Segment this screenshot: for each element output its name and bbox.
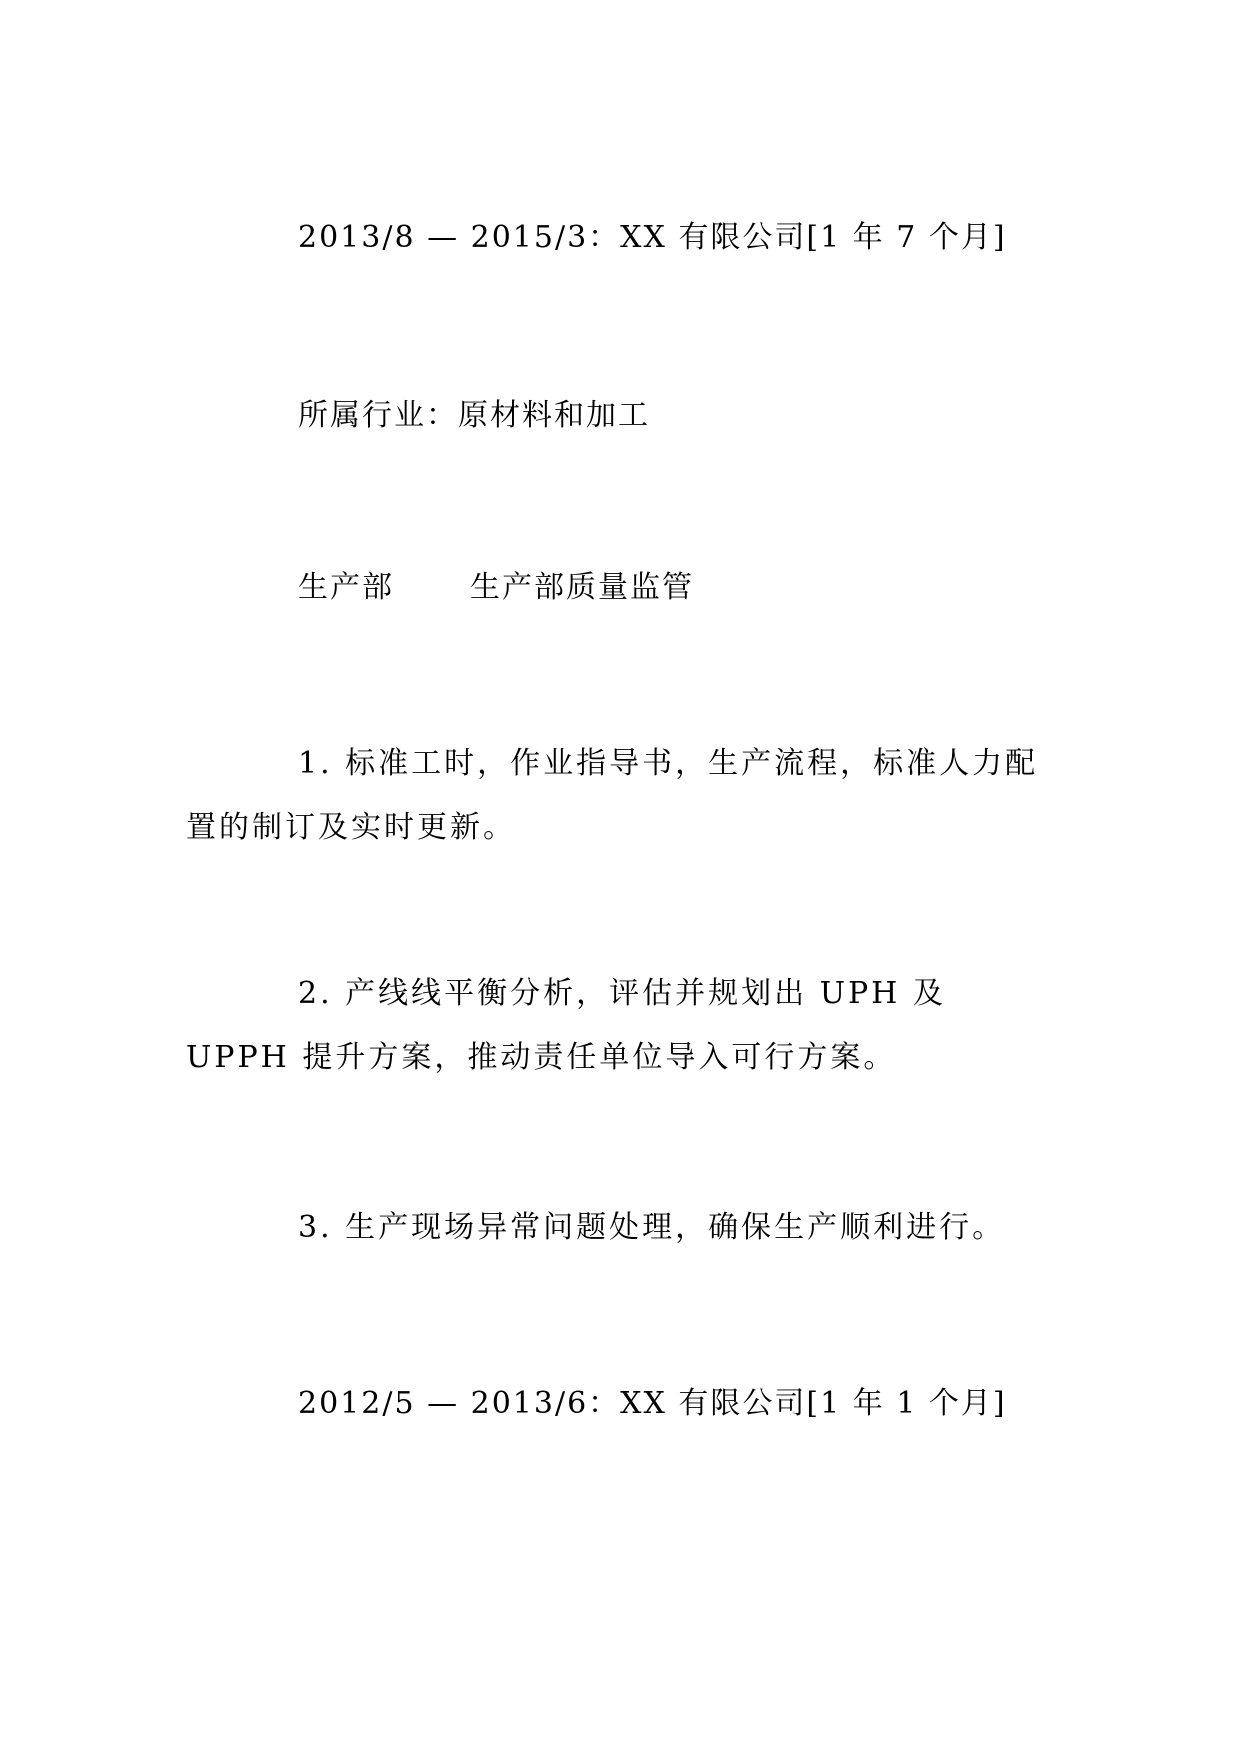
duty-item-2: 2. 产线线平衡分析，评估并规划出 UPH 及 UPPH 提升方案，推动责任单位导入可行方案。	[186, 976, 946, 1075]
job-period-2: 2012/5 — 2013/6：XX 有限公司[1 年 1 个月]	[298, 1386, 1007, 1421]
department-name: 生产部	[298, 570, 394, 605]
position-title: 生产部质量监管	[470, 570, 694, 605]
job-period-1: 2013/8 — 2015/3：XX 有限公司[1 年 7 个月]	[298, 220, 1007, 255]
industry-line: 所属行业：原材料和加工	[298, 398, 650, 433]
duty-item-1: 1. 标准工时，作业指导书，生产流程，标准人力配置的制订及实时更新。	[186, 746, 1039, 845]
department-line	[298, 568, 694, 608]
duty-item-3: 3. 生产现场异常问题处理，确保生产顺利进行。	[298, 1210, 1006, 1245]
